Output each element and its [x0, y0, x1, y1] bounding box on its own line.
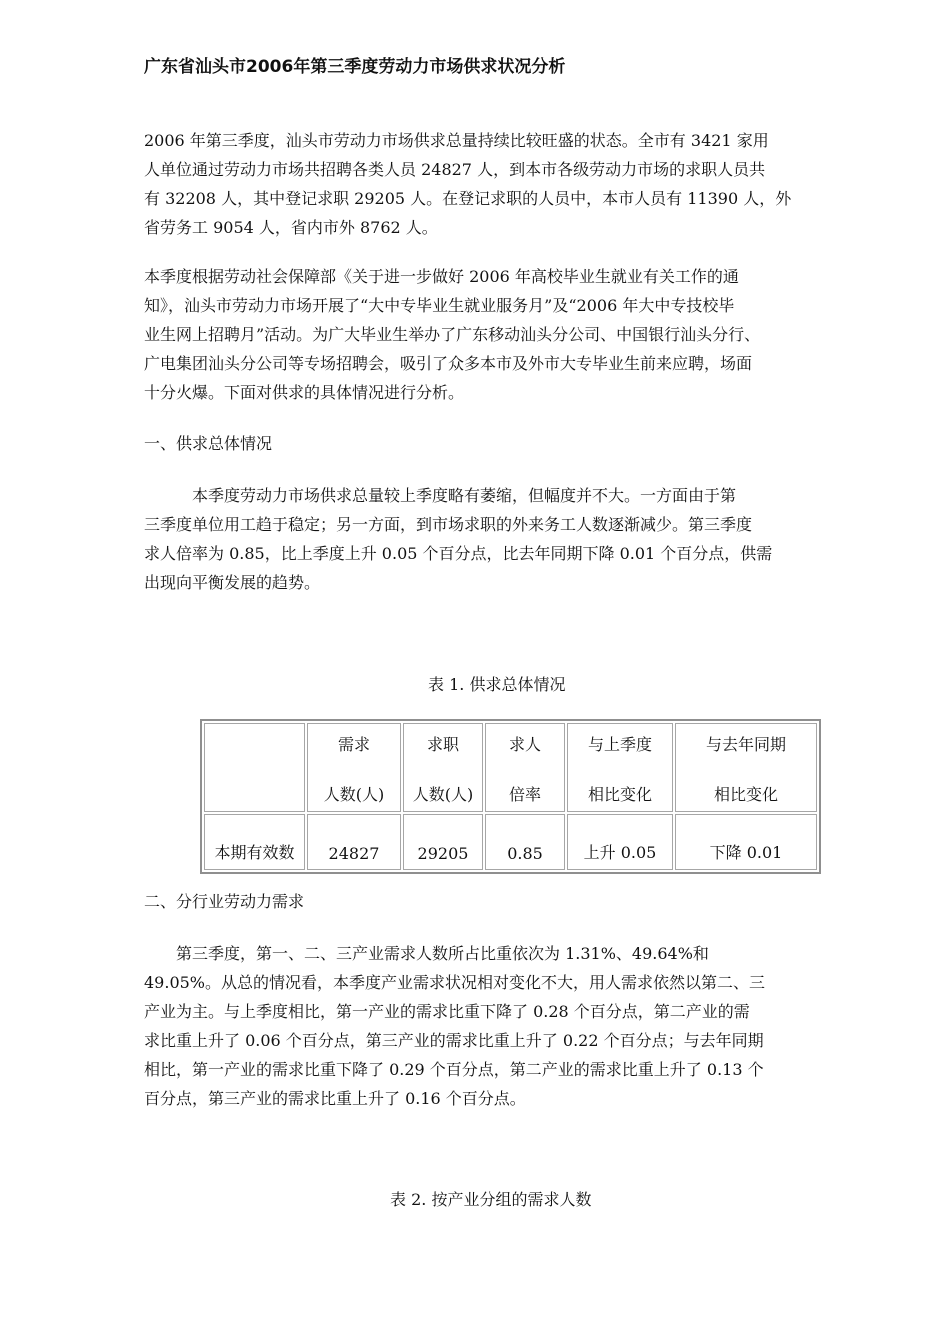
text-line: 三季度单位用工趋于稳定；另一方面，到市场求职的外来务工人数逐渐减少。第三季度: [144, 515, 753, 534]
text-line: 第三季度，第一、二、三产业需求人数所占比重依次为 1.31%、49.64%和: [144, 944, 709, 963]
table-header-cell: [675, 723, 817, 812]
header-line: 人数(人): [323, 785, 385, 804]
activity-paragraph: [144, 262, 884, 407]
text-line: 省劳务工 9054 人，省内市外 8762 人。: [144, 218, 438, 237]
text-line: 产业为主。与上季度相比，第一产业的需求比重下降了 0.28 个百分点，第二产业的需: [144, 1002, 750, 1021]
text-line: 49.05%。从总的情况看，本季度产业需求状况相对变化不大，用人需求依然以第二、三: [144, 973, 766, 992]
header-line: 人数(人): [412, 785, 474, 804]
text-line: 有 32208 人，其中登记求职 29205 人。在登记求职的人员中，本市人员有 11390 人，外: [144, 189, 792, 208]
header-line: 需求: [337, 735, 370, 754]
header-line: 与去年同期: [705, 735, 786, 754]
table1-caption: 表 1. 供求总体情况: [428, 675, 566, 694]
text-line: 知》，汕头市劳动力市场开展了“大中专毕业生就业服务月”及“2006 年大中专技校毕: [144, 296, 735, 315]
seekers-cell: 29205: [403, 814, 483, 870]
intro-paragraph: [144, 126, 884, 242]
text-line: 业生网上招聘月”活动。为广大毕业生举办了广东移动汕头分公司、中国银行汕头分行、: [144, 325, 761, 344]
table-header-cell: [403, 723, 483, 812]
header-line: 求职: [426, 735, 459, 754]
ratio-cell: 0.85: [485, 814, 565, 870]
text-line: 2006 年第三季度，汕头市劳动力市场供求总量持续比较旺盛的状态。全市有 3421 家用: [144, 131, 769, 150]
text-line: 广电集团汕头分公司等专场招聘会，吸引了众多本市及外市大专毕业生前来应聘，场面: [144, 354, 753, 373]
table-header-cell: [485, 723, 565, 812]
header-line: 与上季度: [587, 735, 652, 754]
supply-demand-table: [200, 719, 821, 874]
table-header-cell: [204, 723, 305, 812]
text-line: 出现向平衡发展的趋势。: [144, 573, 321, 592]
demand-cell: 24827: [307, 814, 401, 870]
header-line: 求人: [508, 735, 541, 754]
table-header-row: [204, 723, 817, 812]
text-line: 相比，第一产业的需求比重下降了 0.29 个百分点，第二产业的需求比重上升了 0.13 个: [144, 1060, 764, 1079]
table2-caption: 表 2. 按产业分组的需求人数: [390, 1190, 592, 1209]
header-line: 倍率: [508, 785, 541, 804]
text-line: 十分火爆。下面对供求的具体情况进行分析。: [144, 383, 465, 402]
text-line: 本季度根据劳动社会保障部《关于进一步做好 2006 年高校毕业生就业有关工作的通: [144, 267, 739, 286]
table-row: [204, 814, 817, 870]
section-heading-2: 二、分行业劳动力需求: [144, 892, 305, 911]
table-header-cell: [307, 723, 401, 812]
vs-last-quarter-cell: 上升 0.05: [567, 814, 673, 870]
section2-paragraph: [144, 939, 884, 1113]
text-line: 人单位通过劳动力市场共招聘各类人员 24827 人，到本市各级劳动力市场的求职人员共: [144, 160, 766, 179]
table-header-cell: [567, 723, 673, 812]
row-label-cell: 本期有效数: [204, 814, 305, 870]
page-title: 广东省汕头市2006年第三季度劳动力市场供求状况分析: [144, 57, 566, 77]
text-line: 本季度劳动力市场供求总量较上季度略有萎缩，但幅度并不大。一方面由于第: [144, 486, 737, 505]
text-line: 百分点，第三产业的需求比重上升了 0.16 个百分点。: [144, 1089, 526, 1108]
header-line: 相比变化: [713, 785, 778, 804]
vs-last-year-cell: 下降 0.01: [675, 814, 817, 870]
text-line: 求人倍率为 0.85，比上季度上升 0.05 个百分点，比去年同期下降 0.01 个百分点，供需: [144, 544, 773, 563]
text-line: 求比重上升了 0.06 个百分点，第三产业的需求比重上升了 0.22 个百分点；与去年同期: [144, 1031, 764, 1050]
section1-paragraph: [144, 481, 884, 597]
section-heading-1: 一、供求总体情况: [144, 434, 273, 453]
header-line: 相比变化: [587, 785, 652, 804]
